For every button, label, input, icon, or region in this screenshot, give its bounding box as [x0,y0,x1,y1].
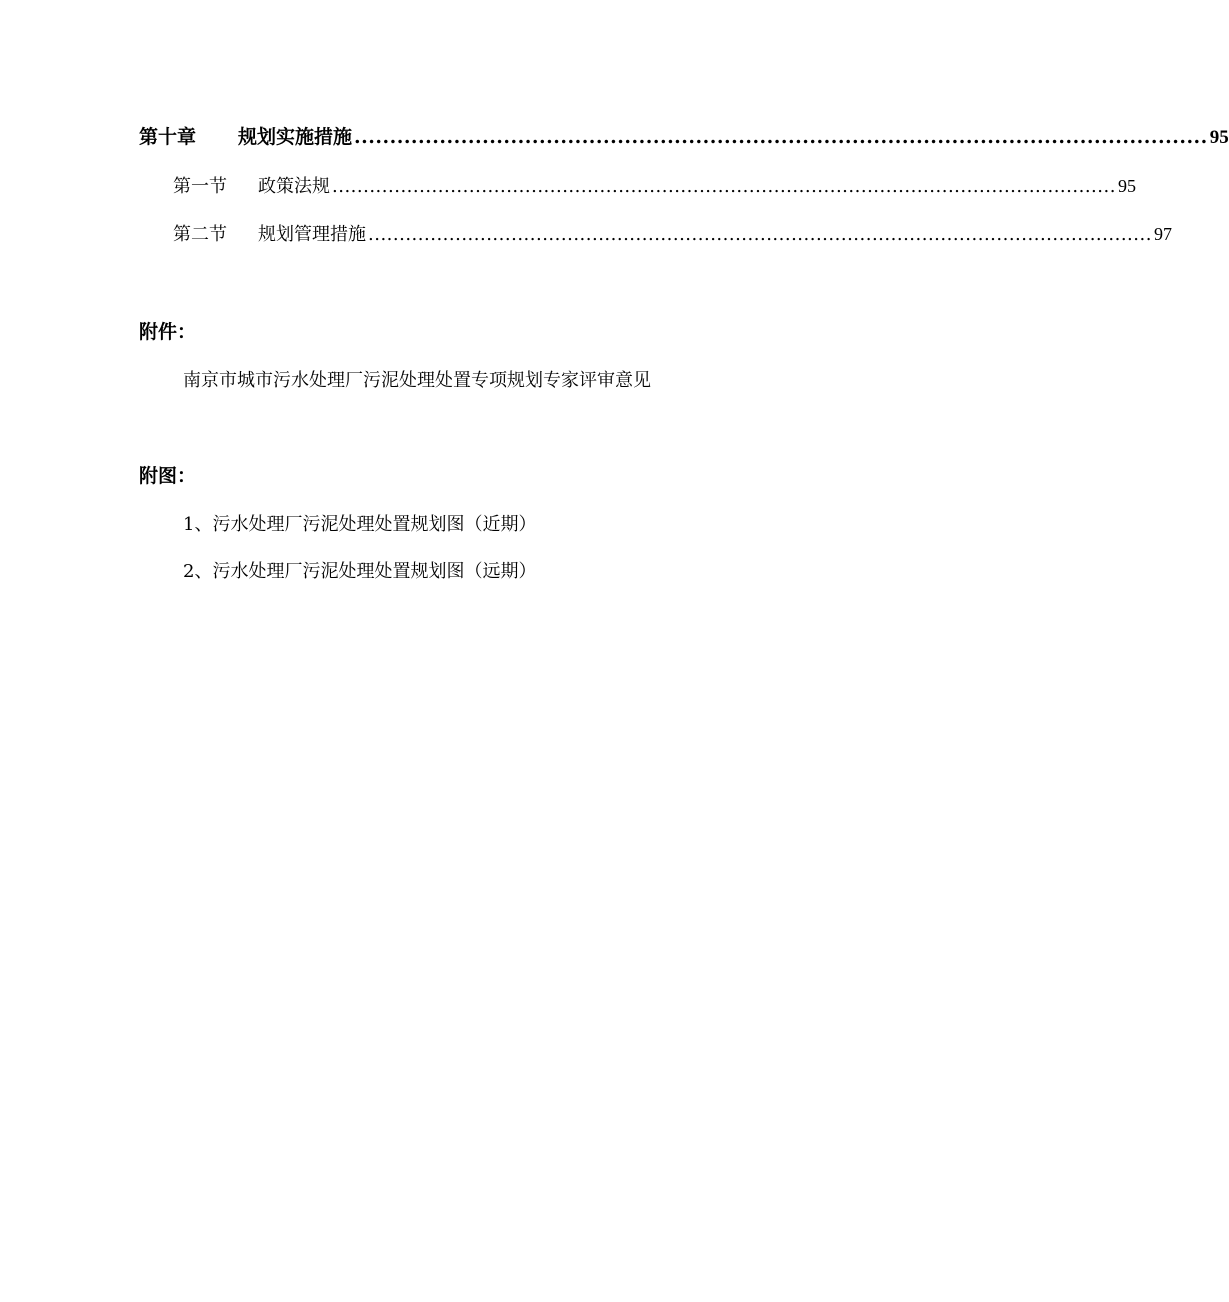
figure-item: 2、污水处理厂污泥处理处置规划图（远期） [183,561,537,582]
section-page-number: 97 [1153,224,1172,244]
toc-section-entry[interactable] [173,172,1136,198]
toc-section-label [173,220,366,246]
attachment-item: 南京市城市污水处理厂污泥处理处置专项规划专家评审意见 [183,370,651,391]
chapter-title: 规划实施措施 [238,126,353,148]
section-title: 规划管理措施 [258,224,366,245]
figures-heading: 附图： [139,465,197,487]
toc-section-label [173,172,330,198]
toc-leader-dots: ........................................................................................................................ [354,126,1208,148]
chapter-number: 第十章 [139,126,197,148]
section-title: 政策法规 [258,176,330,197]
section-number: 第一节 [173,176,227,197]
toc-chapter-entry[interactable] [139,122,1229,149]
toc-chapter-label [139,122,352,149]
toc-leader-dots: .............................................................................................................................. [368,224,1152,245]
chapter-page-number: 95 [1209,127,1229,148]
figure-item: 1、污水处理厂污泥处理处置规划图（近期） [183,514,537,535]
toc-leader-dots: .............................................................................................................................. [332,176,1116,197]
toc-section-entry[interactable] [173,220,1172,246]
section-page-number: 95 [1117,176,1136,196]
section-number: 第二节 [173,224,227,245]
attachments-heading: 附件： [139,321,197,343]
